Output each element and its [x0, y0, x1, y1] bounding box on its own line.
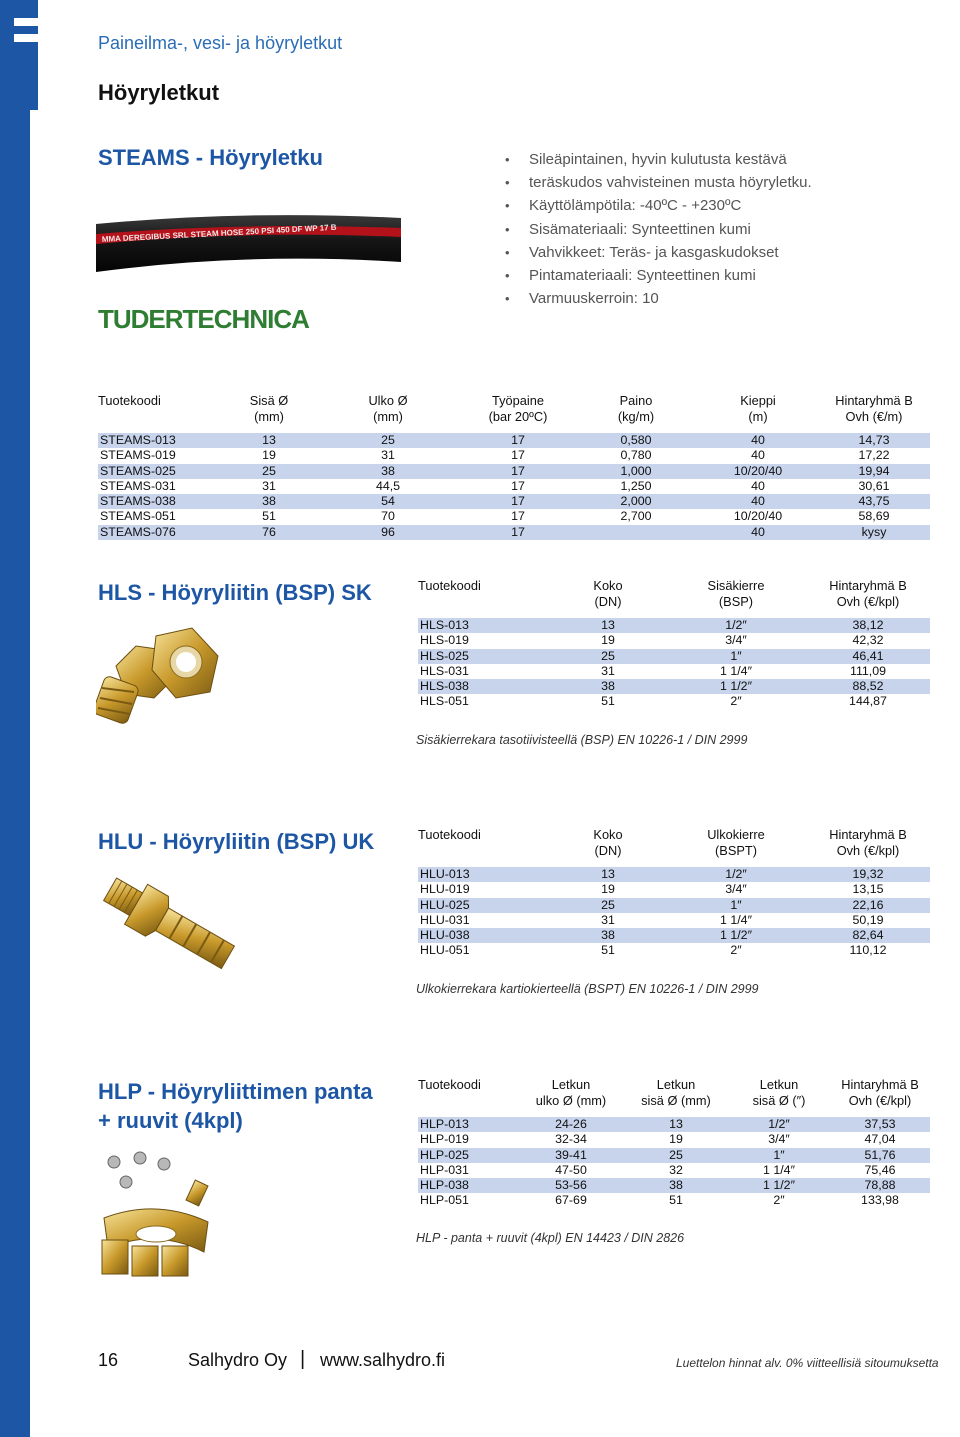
feature-item: • Sisämateriaali: Synteettinen kumi	[505, 218, 812, 241]
table-cell: 13	[550, 867, 666, 882]
table-header-row	[418, 1077, 930, 1117]
table-cell: 25	[550, 898, 666, 913]
table-cell: HLU-019	[420, 882, 470, 897]
table-cell: 40	[698, 433, 818, 448]
table-row	[98, 433, 930, 448]
website-link[interactable]: www.salhydro.fi	[320, 1350, 446, 1370]
hlu-table	[418, 827, 930, 959]
table-cell: 88,52	[806, 679, 930, 694]
hlp-title-line-2: + ruuvit (4kpl)	[98, 1108, 243, 1133]
column-header: Sisäkierre (BSP)	[707, 578, 765, 609]
steam-hose-image	[96, 210, 401, 280]
table-cell: 25	[624, 1148, 728, 1163]
table-cell: 38	[624, 1178, 728, 1193]
hlu-title: HLU - Höyryliitin (BSP) UK	[98, 829, 375, 854]
table-cell: 38	[550, 679, 666, 694]
table-row	[418, 913, 930, 928]
table-row	[418, 1117, 930, 1132]
table-cell: 13,15	[852, 882, 884, 897]
column-header: Hintaryhmä B Ovh (€/m)	[835, 393, 913, 424]
table-cell: 43,75	[818, 494, 930, 509]
table-cell: 30,61	[858, 478, 890, 493]
table-cell: 32	[669, 1162, 683, 1177]
steams-feature-list	[505, 148, 812, 310]
table-cell: 37,53	[830, 1117, 930, 1132]
table-cell: 0,580	[574, 433, 698, 448]
table-row	[418, 882, 930, 897]
table-cell: 78,88	[830, 1178, 930, 1193]
table-cell: HLS-031	[420, 663, 469, 678]
company-name: Salhydro Oy	[188, 1350, 288, 1370]
hls-table-body	[418, 618, 930, 710]
table-cell: 38	[314, 464, 462, 479]
table-cell: HLU-013	[418, 867, 550, 882]
table-cell: 32-34	[555, 1132, 587, 1147]
table-cell: HLS-013	[418, 618, 550, 633]
table-cell: HLP-051	[420, 1193, 469, 1208]
table-row	[98, 479, 930, 494]
feature-item: • Pintamateriaali: Synteettinen kumi	[505, 264, 812, 287]
hls-title: HLS - Höyryliitin (BSP) SK	[98, 580, 372, 605]
column-header: Ulkokierre (BSPT)	[707, 827, 765, 858]
table-cell: STEAMS-013	[98, 433, 224, 448]
hlp-title-line-1: HLP - Höyryliittimen panta	[98, 1079, 373, 1104]
table-row	[98, 464, 930, 479]
table-cell: 40	[751, 448, 765, 463]
table-cell: 1″	[728, 1148, 830, 1163]
table-cell: 31	[381, 448, 395, 463]
table-cell: STEAMS-038	[98, 494, 224, 509]
table-cell: 51	[601, 943, 615, 958]
table-cell: 1,000	[574, 464, 698, 479]
hose-print-text: MMA DEREGIBUS SRL STEAM HOSE 250 PSI 450 DF WP 17 B	[101, 222, 337, 244]
table-cell: 25	[224, 464, 314, 479]
table-row	[418, 1148, 930, 1163]
table-cell: HLU-051	[420, 943, 470, 958]
table-cell: 51	[669, 1193, 683, 1208]
table-cell: STEAMS-076	[98, 525, 224, 540]
table-cell: 67-69	[555, 1193, 587, 1208]
table-cell: 17	[462, 494, 574, 509]
table-row	[98, 494, 930, 509]
page-category: Paineilma-, vesi- ja höyryletkut	[98, 33, 343, 53]
left-edge-tab	[0, 0, 38, 110]
column-header: Kieppi (m)	[740, 393, 776, 424]
column-header: Työpaine (bar 20ºC)	[488, 393, 548, 424]
table-row	[418, 664, 930, 679]
table-cell: 70	[381, 509, 395, 524]
table-cell: HLS-019	[420, 633, 469, 648]
table-cell: 46,41	[806, 649, 930, 664]
hlu-table-body	[418, 867, 930, 959]
column-header: Tuotekoodi	[418, 827, 481, 842]
table-cell: 25	[314, 433, 462, 448]
table-cell: 111,09	[849, 663, 887, 678]
column-header: Tuotekoodi	[418, 578, 481, 593]
table-cell: 1 1/4″	[720, 663, 752, 678]
table-cell: HLP-031	[420, 1162, 469, 1177]
table-cell: HLU-025	[418, 898, 550, 913]
table-cell: HLS-051	[420, 694, 469, 709]
table-cell: 19,32	[806, 867, 930, 882]
table-cell: 22,16	[806, 898, 930, 913]
table-cell: 2,000	[574, 494, 698, 509]
table-cell: 31	[601, 912, 615, 927]
table-cell: 31	[601, 663, 615, 678]
table-header-row	[418, 578, 930, 618]
column-header: Koko (DN)	[593, 578, 623, 609]
table-cell: 47-50	[555, 1162, 587, 1177]
table-cell: 51,76	[830, 1148, 930, 1163]
hlp-footnote: HLP - panta + ruuvit (4kpl) EN 14423 / DIN 2826	[416, 1231, 685, 1245]
table-cell: 3/4″	[725, 882, 747, 897]
feature-item: • Vahvikkeet: Teräs- ja kasgaskudokset	[505, 241, 812, 264]
table-cell: 1/2″	[666, 867, 806, 882]
table-cell: 133,98	[861, 1193, 899, 1208]
table-cell: 19	[669, 1132, 683, 1147]
table-cell: STEAMS-031	[100, 478, 176, 493]
table-row	[418, 649, 930, 664]
table-row	[418, 694, 930, 709]
table-cell: 17,22	[858, 448, 890, 463]
table-cell: 38	[224, 494, 314, 509]
table-cell: 2″	[730, 694, 742, 709]
hlu-footnote: Ulkokierrekara kartiokierteellä (BSPT) EN 10226-1 / DIN 2999	[416, 982, 759, 996]
column-header: Paino (kg/m)	[617, 393, 655, 424]
table-cell: 1,250	[620, 478, 652, 493]
table-cell: HLU-031	[420, 912, 470, 927]
table-cell: 2,700	[620, 509, 652, 524]
table-cell: 24-26	[518, 1117, 624, 1132]
hls-fitting-image	[96, 626, 221, 726]
table-cell: 1/2″	[728, 1117, 830, 1132]
hlp-clamp-image	[96, 1148, 221, 1283]
table-cell: 76	[224, 525, 314, 540]
table-row	[418, 633, 930, 648]
table-cell: 17	[511, 509, 525, 524]
table-row	[418, 618, 930, 633]
table-cell: HLP-013	[418, 1117, 518, 1132]
hlp-table	[418, 1077, 930, 1209]
table-row	[418, 1132, 930, 1147]
table-cell: 1 1/2″	[666, 679, 806, 694]
table-cell: 38,12	[806, 618, 930, 633]
table-cell: 1 1/4″	[763, 1162, 795, 1177]
table-cell: HLU-038	[418, 928, 550, 943]
table-cell: 2″	[730, 943, 742, 958]
table-cell: 51	[262, 509, 276, 524]
table-cell: 75,46	[864, 1162, 896, 1177]
table-cell: STEAMS-019	[100, 448, 176, 463]
table-cell: 31	[262, 478, 276, 493]
table-cell: 44,5	[375, 478, 401, 493]
hlu-fitting-image	[96, 870, 241, 980]
table-cell: 1 1/2″	[728, 1178, 830, 1193]
table-cell: 1/2″	[666, 618, 806, 633]
feature-item: • Käyttölämpötila: -40ºC - +230ºC	[505, 194, 812, 217]
table-cell: 47,04	[864, 1132, 896, 1147]
hlp-table-body	[418, 1117, 930, 1209]
table-row	[418, 1178, 930, 1193]
table-header-row	[98, 393, 930, 433]
table-cell: 13	[550, 618, 666, 633]
table-cell: 14,73	[818, 433, 930, 448]
table-cell: 13	[624, 1117, 728, 1132]
table-cell: 40	[751, 478, 765, 493]
table-cell: 38	[550, 928, 666, 943]
table-row	[418, 1163, 930, 1178]
column-header: Sisä Ø (mm)	[249, 393, 289, 424]
table-cell: HLP-038	[418, 1178, 518, 1193]
table-cell: 1 1/4″	[720, 912, 752, 927]
table-cell: HLP-025	[418, 1148, 518, 1163]
table-cell: 19	[601, 882, 615, 897]
column-header: Letkun ulko Ø (mm)	[535, 1077, 607, 1108]
table-row	[418, 867, 930, 882]
table-cell: 19	[262, 448, 276, 463]
table-cell: 17	[462, 525, 574, 540]
table-cell: 1 1/2″	[666, 928, 806, 943]
table-cell	[574, 525, 698, 540]
feature-item: • Sileäpintainen, hyvin kulutusta kestävä	[505, 148, 812, 171]
table-cell: 110,12	[849, 943, 887, 958]
table-row	[418, 1193, 930, 1208]
table-cell: 53-56	[518, 1178, 624, 1193]
hls-footnote: Sisäkierrekara tasotiivisteellä (BSP) EN 10226-1 / DIN 2999	[416, 733, 748, 747]
table-cell: 3/4″	[725, 633, 747, 648]
steams-table-body	[98, 433, 930, 540]
table-row	[98, 448, 930, 463]
column-header: Hintaryhmä B Ovh (€/kpl)	[829, 827, 907, 858]
table-row	[418, 928, 930, 943]
table-cell: 10/20/40	[733, 509, 783, 524]
table-cell: 42,32	[852, 633, 884, 648]
column-header: Hintaryhmä B Ovh (€/kpl)	[841, 1077, 919, 1108]
brand-text: TUDERTECHNICA	[98, 304, 309, 334]
table-cell: 13	[224, 433, 314, 448]
table-cell: 40	[698, 494, 818, 509]
price-disclaimer: Luettelon hinnat alv. 0% viitteellisiä sitoumuksetta	[676, 1356, 939, 1370]
table-row	[418, 898, 930, 913]
table-cell: 17	[462, 433, 574, 448]
page-number: 16	[98, 1350, 119, 1370]
table-cell: STEAMS-051	[100, 509, 176, 524]
steams-table	[98, 393, 930, 540]
table-cell: 54	[314, 494, 462, 509]
table-cell: kysy	[818, 525, 930, 540]
table-cell: HLS-025	[418, 649, 550, 664]
table-cell: 1″	[666, 649, 806, 664]
table-cell: 19,94	[818, 464, 930, 479]
table-cell: 96	[314, 525, 462, 540]
steams-title: STEAMS - Höyryletku	[98, 145, 323, 170]
hls-table	[418, 578, 930, 710]
column-header: Letkun sisä Ø (″)	[752, 1077, 806, 1108]
table-cell: HLS-038	[418, 679, 550, 694]
table-cell: 1″	[666, 898, 806, 913]
column-header: Koko (DN)	[593, 827, 623, 858]
table-cell: 0,780	[620, 448, 652, 463]
table-cell: 144,87	[849, 694, 887, 709]
table-cell: 19	[601, 633, 615, 648]
table-cell: HLP-019	[420, 1132, 469, 1147]
feature-item: • teräskudos vahvisteinen musta höyryletku.	[505, 171, 812, 194]
table-cell: 10/20/40	[698, 464, 818, 479]
table-cell: 82,64	[806, 928, 930, 943]
left-edge-bar	[0, 0, 30, 1437]
table-cell: 50,19	[852, 912, 884, 927]
table-row	[418, 943, 930, 958]
table-cell: 17	[511, 478, 525, 493]
table-cell: 2″	[773, 1193, 785, 1208]
table-cell: 17	[511, 448, 525, 463]
column-header: Tuotekoodi	[98, 393, 161, 408]
table-cell: 51	[601, 694, 615, 709]
footer-separator: |	[300, 1348, 306, 1370]
table-cell: 25	[550, 649, 666, 664]
table-cell: 17	[462, 464, 574, 479]
column-header: Letkun sisä Ø (mm)	[641, 1077, 711, 1108]
table-cell: 58,69	[858, 509, 890, 524]
page-subcategory: Höyryletkut	[98, 80, 220, 105]
table-row	[98, 509, 930, 524]
table-cell: 3/4″	[768, 1132, 790, 1147]
table-cell: STEAMS-025	[98, 464, 224, 479]
table-row	[98, 525, 930, 540]
column-header: Ulko Ø (mm)	[368, 393, 408, 424]
table-cell: 40	[698, 525, 818, 540]
feature-item: • Varmuuskerroin: 10	[505, 287, 812, 310]
table-header-row	[418, 827, 930, 867]
table-row	[418, 679, 930, 694]
column-header: Hintaryhmä B Ovh (€/kpl)	[829, 578, 907, 609]
table-cell: 39-41	[518, 1148, 624, 1163]
column-header: Tuotekoodi	[418, 1077, 481, 1092]
tudertechnica-logo	[98, 304, 309, 335]
